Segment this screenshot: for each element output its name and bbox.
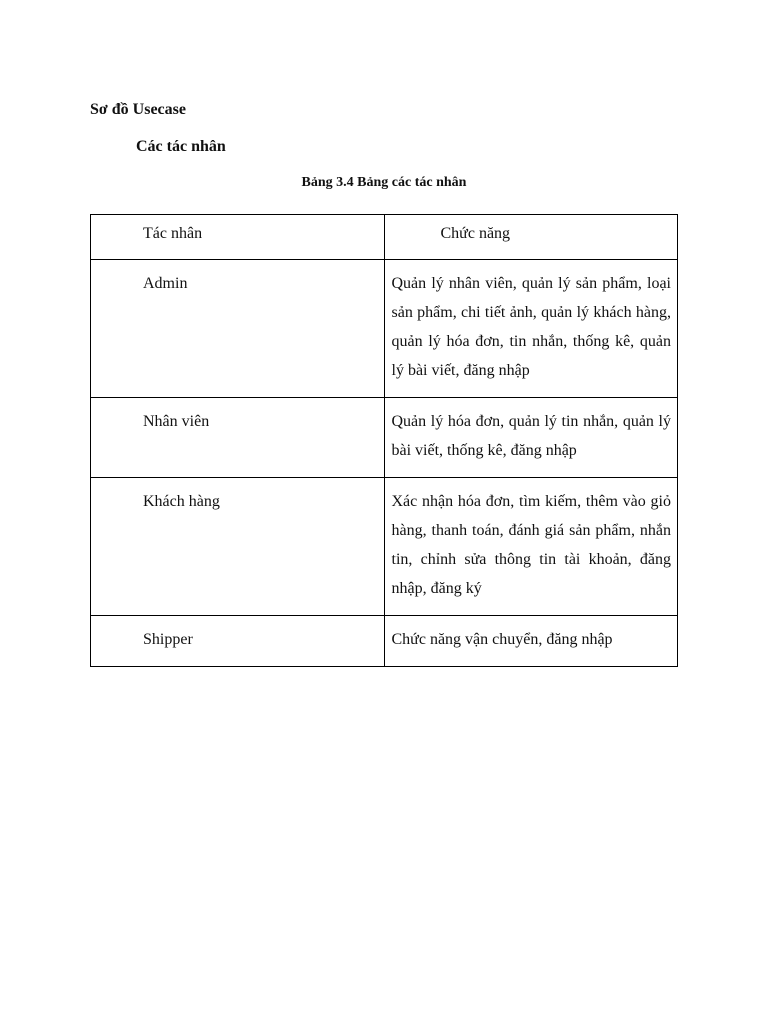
- subsection-title: Các tác nhân: [136, 138, 226, 155]
- table-caption: Bảng 3.4 Bảng các tác nhân: [301, 175, 467, 190]
- actor-cell: Admin: [91, 260, 385, 398]
- actors-table: [90, 214, 678, 667]
- actor-cell: Khách hàng: [91, 478, 385, 616]
- actor-cell: Shipper: [91, 616, 385, 667]
- table-header-row: [91, 215, 678, 260]
- function-cell: Quản lý nhân viên, quản lý sản phẩm, loại sản phẩm, chi tiết ảnh, quản lý khách hàng, quản lý hóa đơn, tin nhắn, thống kê, quản lý bài viết, đăng nhập: [384, 260, 678, 398]
- function-cell: Quản lý hóa đơn, quản lý tin nhắn, quản lý bài viết, thống kê, đăng nhập: [384, 398, 678, 478]
- header-function: Chức năng: [384, 215, 678, 260]
- table-row: [91, 260, 678, 398]
- table-row: [91, 478, 678, 616]
- actor-cell: Nhân viên: [91, 398, 385, 478]
- header-actor: Tác nhân: [91, 215, 385, 260]
- section-title: Sơ đồ Usecase: [90, 101, 186, 118]
- table-row: [91, 616, 678, 667]
- function-cell: Chức năng vận chuyển, đăng nhập: [384, 616, 678, 667]
- table-row: [91, 398, 678, 478]
- function-cell: Xác nhận hóa đơn, tìm kiếm, thêm vào giỏ hàng, thanh toán, đánh giá sản phẩm, nhắn tin, chỉnh sửa thông tin tài khoản, đăng nhập, đăng ký: [384, 478, 678, 616]
